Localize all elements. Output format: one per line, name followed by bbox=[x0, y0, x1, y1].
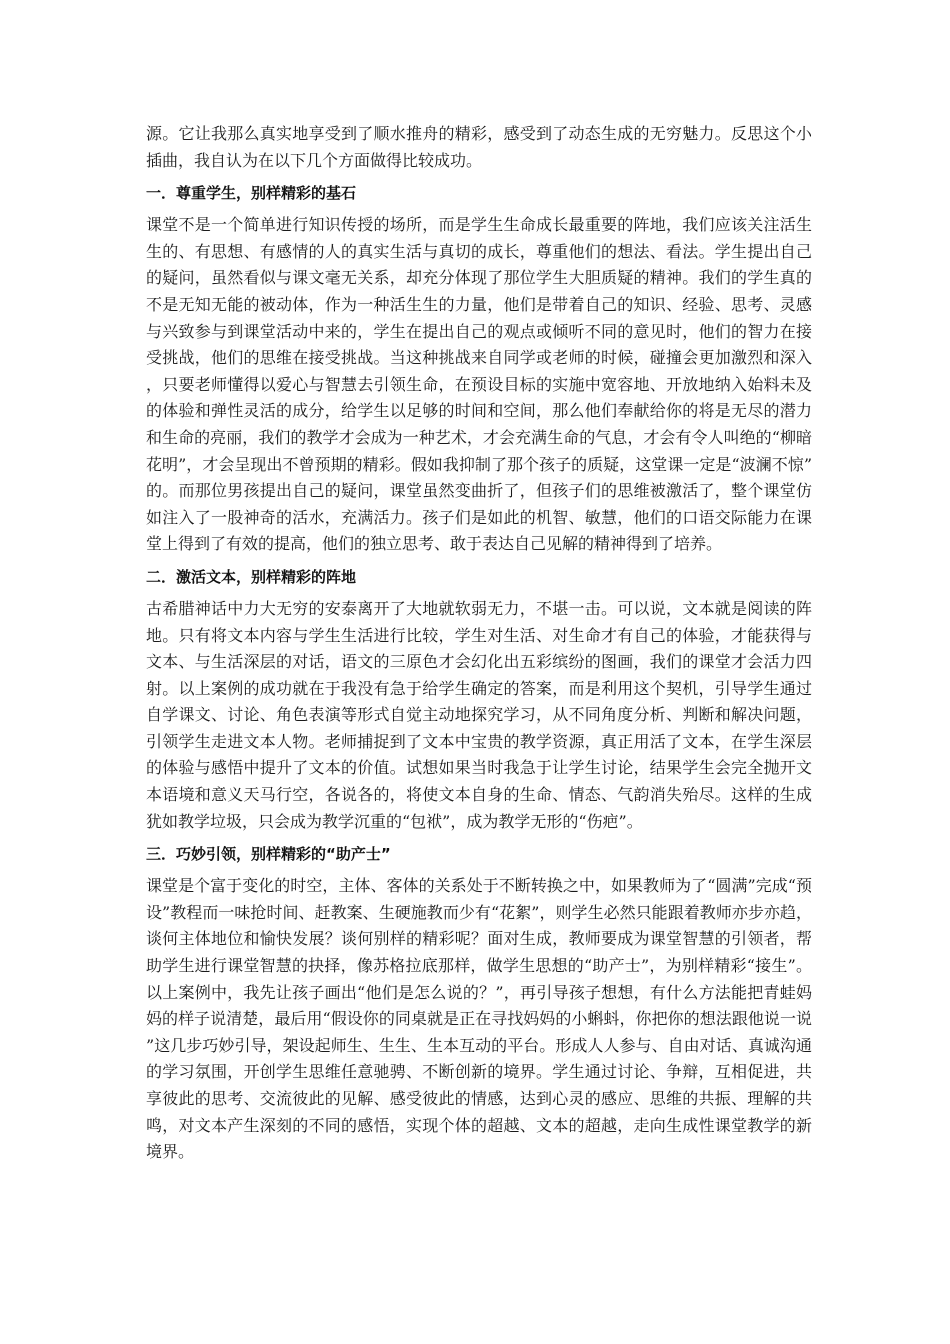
section-heading-activate-text: 二．激活文本，别样精彩的阵地 bbox=[146, 567, 357, 586]
intro-paragraph: 源。它让我那么真实地享受到了顺水推舟的精彩，感受到了动态生成的无穷魅力。反思这个小插曲，我自认为在以下几个方面做得比较成功。 bbox=[146, 124, 812, 170]
section-heading-clever-guidance: 三．巧妙引领，别样精彩的“助产士” bbox=[146, 845, 391, 864]
document-page bbox=[146, 121, 812, 1166]
section-body-respect-students: 课堂不是一个简单进行知识传授的场所，而是学生生命成长最重要的阵地，我们应该关注活生生的、有思想、有感情的人的真实生活与真切的成长，尊重他们的想法、看法。学生提出自己的疑问，虽然看似与课文毫无关系，却充分体现了那位学生大胆质疑的精神。我们的学生真的不是无知无能的被动体，作为一种活生生的力量，他们是带着自己的知识、经验、思考、灵感与兴致参与到课堂活动中来的，学生在提出自己的观点或倾听不同的意见时，他们的智力在接受挑战，他们的思维在接受挑战。当这种挑战来自同学或老师的时候，碰撞会更加激烈和深入，只要老师懂得以爱心与智慧去引领生命，在预设目标的实施中宽容地、开放地纳入始料未及的体验和弹性灵活的成分，给学生以足够的时间和空间，那么他们奉献给你的将是无尽的潜力和生命的亮丽，我们的教学才会成为一种艺术，才会充满生命的气息，才会有令人叫绝的“柳暗花明”，才会呈现出不曾预期的精彩。假如我抑制了那个孩子的质疑，这堂课一定是“波澜不惊”的。而那位男孩提出自己的疑问，课堂虽然变曲折了，但孩子们的思维被激活了，整个课堂仿如注入了一股神奇的活水，充满活力。孩子们是如此的机智、敏慧，他们的口语交际能力在课堂上得到了有效的提高，他们的独立思考、敢于表达自己见解的精神得到了培养。 bbox=[146, 215, 812, 554]
section-heading-respect-students: 一．尊重学生，别样精彩的基石 bbox=[146, 184, 357, 203]
section-body-clever-guidance: 课堂是个富于变化的时空，主体、客体的关系处于不断转换之中，如果教师为了“圆满”完成“预设”教程而一味抢时间、赶教案、生硬施教而少有“花絮”，则学生必然只能跟着教师亦步亦趋，谈何主体地位和愉快发展？谈何别样的精彩呢？面对生成，教师要成为课堂智慧的引领者，帮助学生进行课堂智慧的抉择，像苏格拉底那样，做学生思想的“助产士”，为别样精彩“接生”。以上案例中，我先让孩子画出“他们是怎么说的？”，再引导孩子想想，有什么方法能把青蛙妈妈的样子说清楚，最后用“假设你的同桌就是正在寻找妈妈的小蝌蚪，你把你的想法跟他说一说”这几步巧妙引导，架设起师生、生生、生本互动的平台。形成人人参与、自由对话、真诚沟通的学习氛围，开创学生思维任意驰骋、不断创新的境界。学生通过讨论、争辩，互相促进，共享彼此的思考、交流彼此的见解、感受彼此的情感，达到心灵的感应、思维的共振、理解的共鸣，对文本产生深刻的不同的感悟，实现个体的超越、文本的超越，走向生成性课堂教学的新境界。 bbox=[146, 876, 812, 1162]
section-body-activate-text: 古希腊神话中力大无穷的安泰离开了大地就软弱无力，不堪一击。可以说，文本就是阅读的阵地。只有将文本内容与学生生活进行比较，学生对生活、对生命才有自己的体验，才能获得与文本、与生活深层的对话，语文的三原色才会幻化出五彩缤纷的图画，我们的课堂才会活力四射。以上案例的成功就在于我没有急于给学生确定的答案，而是利用这个契机，引导学生通过自学课文、讨论、角色表演等形式自觉主动地探究学习，从不同角度分析、判断和解决问题，引领学生走进文本人物。老师捕捉到了文本中宝贵的教学资源，真正用活了文本，在学生深层的体验与感悟中提升了文本的价值。试想如果当时我急于让学生讨论，结果学生会完全抛开文本语境和意义天马行空，各说各的，将使文本自身的生命、情态、气韵消失殆尽。这样的生成犹如教学垃圾，只会成为教学沉重的“包袱”，成为教学无形的“伤疤”。 bbox=[146, 598, 812, 831]
